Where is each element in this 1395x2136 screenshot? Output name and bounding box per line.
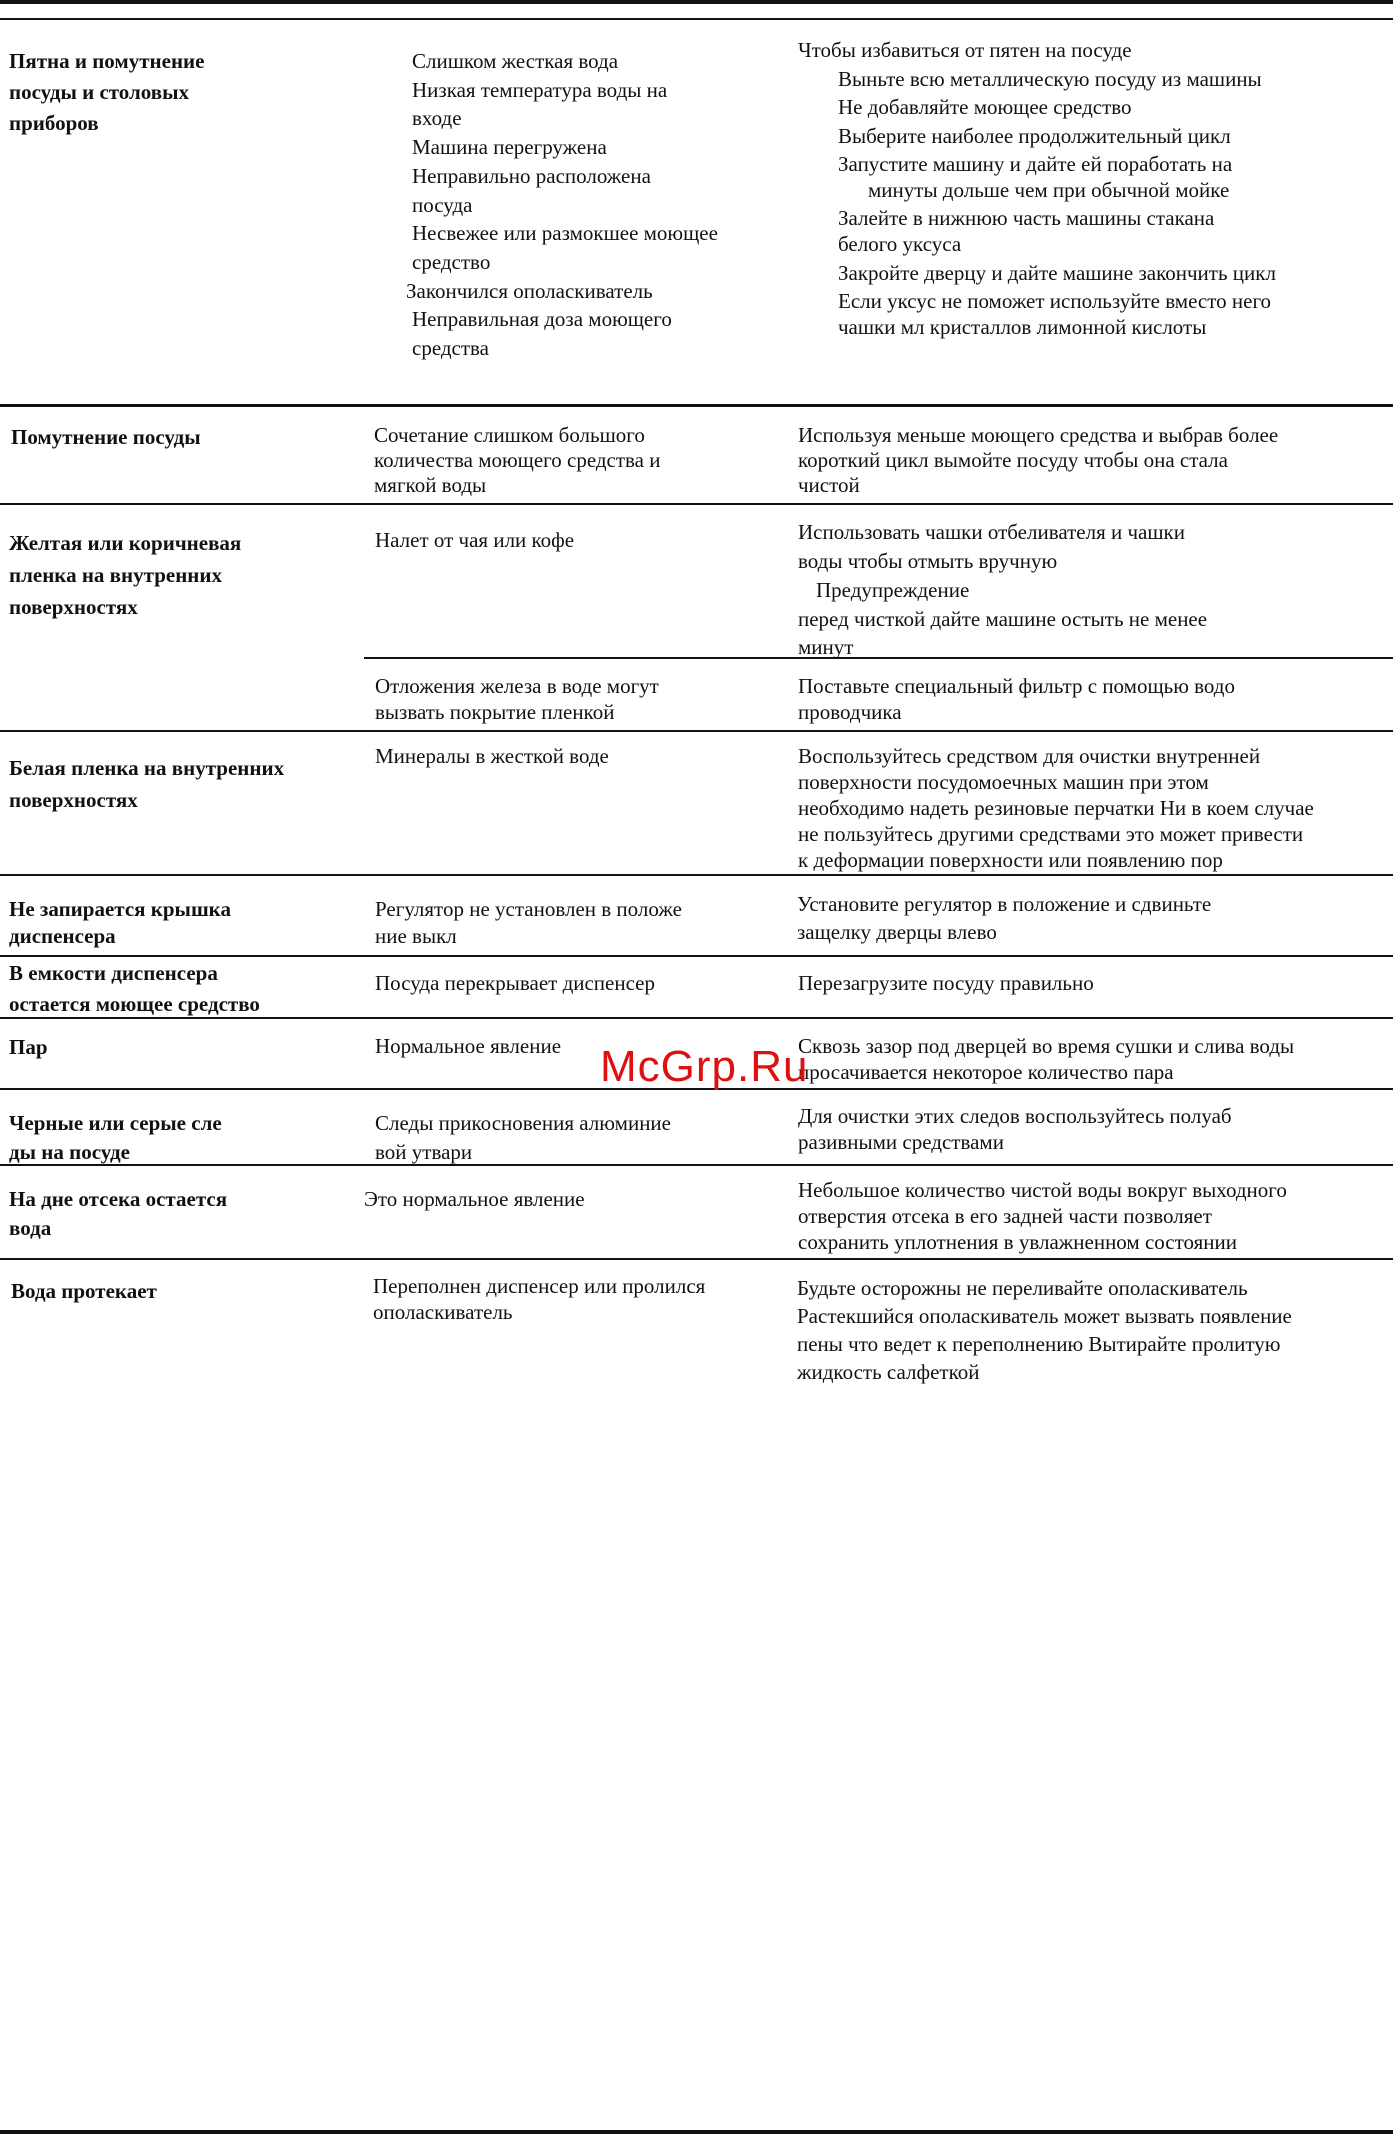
solution-list: Использовать чашки отбеливателя и чашки воды чтобы отмыть вручную Предупреждение перед чисткой дайте машине остыть не менее минут [798,520,1208,659]
cause-list: Отложения железа в воде могут вызвать покрытие пленкой [375,674,659,724]
solution-list: Для очистки этих следов воспользуйтесь полуаб разивными средствами [798,1104,1232,1154]
row-divider [0,874,1393,876]
solution-list: Небольшое количество чистой воды вокруг выходного отверстия отсека в его задней части позволяет сохранить уплотнения в увлажненном состоянии [798,1178,1287,1254]
problem-text: Помутнение посуды [11,425,201,449]
problem-text: Желтая или коричневая пленка на внутренних поверхностях [9,531,242,619]
solution-list: Сквозь зазор под дверцей во время сушки и слива воды просачивается некоторое количество пара [798,1034,1295,1084]
bottom-rule [0,2130,1393,2134]
solution-list: Чтобы избавиться от пятен на посуде Выньте всю металлическую посуду из машины Не добавляйте моющее средство Выберите наиболее продолжительный цикл Запустите машину и дайте ей поработать на минуты дольше чем при обычной мойке Залейте в нижнюю часть машины стакана белого уксуса Закройте дверцу и дайте машине закончить цикл Если уксус не поможет используйте вместо него чашки мл кристаллов лимонной кислоты [798,38,1276,339]
row-divider [0,404,1393,407]
problem-text: Вода протекает [11,1279,157,1303]
solution-list: Воспользуйтесь средством для очистки внутренней поверхности посудомоечных машин при этом необходимо надеть резиновые перчатки Ни в коем случае не пользуйтесь другими средствами это может привести к деформации поверхности или появлению пор [798,744,1314,872]
cause-list: Переполнен диспенсер или пролился ополаскиватель [373,1274,706,1324]
solution-list: Поставьте специальный фильтр с помощью водо проводчика [798,674,1235,724]
cause-list: Регулятор не установлен в положе ние выкл [375,897,682,948]
problem-text: Не запирается крышка диспенсера [9,897,231,948]
problem-text: Белая пленка на внутренних поверхностях [9,756,285,812]
cause-list: Следы прикосновения алюминие вой утвари [375,1111,671,1164]
row-divider [0,503,1393,505]
row-divider [0,955,1393,957]
row-divider [0,18,1393,20]
problem-text: Черные или серые сле ды на посуде [9,1111,222,1164]
row-divider [0,1258,1393,1260]
watermark: McGrp.Ru [600,1042,809,1091]
solution-list: Используя меньше моющего средства и выбрав более короткий цикл вымойте посуду чтобы она стала чистой [798,423,1279,497]
solution-list: Установите регулятор в положение и сдвиньте защелку дверцы влево [797,892,1212,944]
problem-text: Пятна и помутнение посуды и столовых приборов [9,49,205,135]
cause-list: Слишком жесткая вода Низкая температура воды на входе Машина перегружена Неправильно расположена посуда Несвежее или размокшее моющее средство Закончился ополаскиватель Неправильная доза моющего средства [406,49,718,361]
solution-list: Перезагрузите посуду правильно [798,971,1094,995]
cause-list: Сочетание слишком большого количества моющего средства и мягкой воды [374,423,661,497]
row-divider [0,730,1393,732]
cause-list: Нормальное явление [375,1034,562,1058]
top-rule [0,0,1393,4]
problem-text: В емкости диспенсера остается моющее средство [9,961,260,1016]
cause-list: Это нормальное явление [364,1187,585,1211]
cause-list: Минералы в жесткой воде [375,744,609,768]
problem-text: Пар [9,1035,48,1059]
solution-list: Будьте осторожны не переливайте ополаскиватель Растекшийся ополаскиватель может вызвать появление пены что ведет к переполнению Вытирайте пролитую жидкость салфеткой [797,1276,1292,1384]
problem-text: На дне отсека остается вода [9,1187,228,1240]
cause-list: Налет от чая или кофе [375,528,575,552]
cause-list: Посуда перекрывает диспенсер [375,971,656,995]
